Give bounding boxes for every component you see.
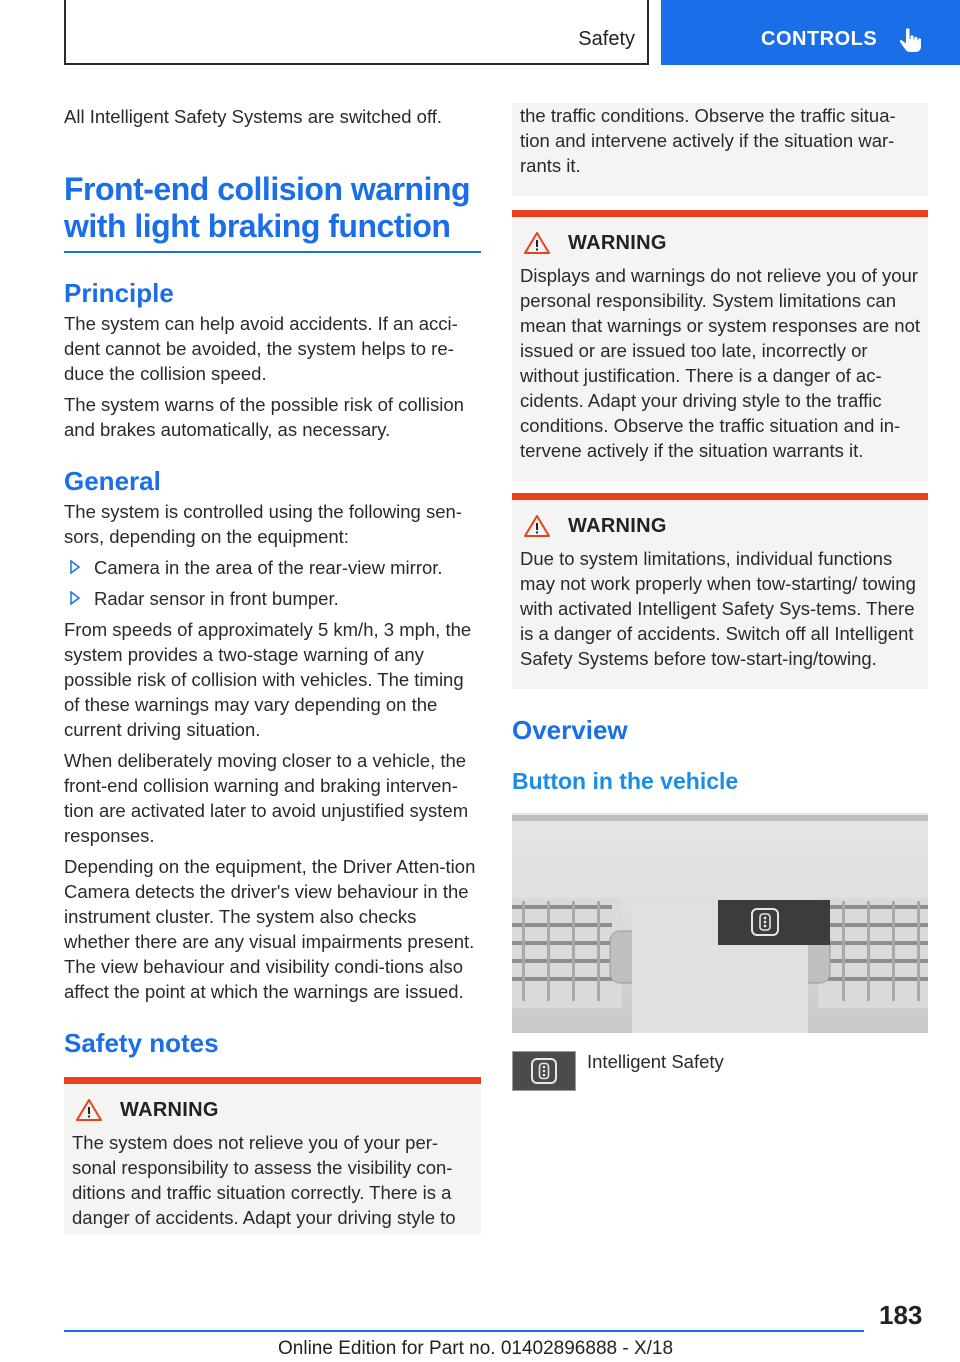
overview-heading: Overview (512, 715, 628, 745)
intelligent-safety-button-icon (512, 1051, 576, 1091)
warning-bar (64, 1077, 481, 1084)
header-chapter-tab[interactable] (661, 0, 960, 65)
safety-notes-heading: Safety notes (64, 1028, 219, 1058)
header-section-box (64, 0, 649, 65)
left-column (64, 100, 481, 1234)
bullet-text: Camera in the area of the rear-view mirror. (94, 557, 443, 578)
hand-pointer-icon (897, 27, 923, 53)
general-paragraph-3: When deliberately moving closer to a vehicle, the front-end collision warning and braking interven-tion are activated later to avoid unjustified system responses. (64, 750, 469, 846)
warning-triangle-icon (523, 231, 551, 255)
dashboard-illustration (512, 813, 928, 1033)
legend-label: Intelligent Safety (587, 1051, 724, 1072)
header-chapter-label: CONTROLS (761, 28, 878, 50)
warning-bar (512, 493, 928, 500)
principle-heading: Principle (64, 278, 174, 308)
warning-title: WARNING (120, 1098, 219, 1121)
right-column (512, 103, 928, 1091)
bullet-text: Radar sensor in front bumper. (94, 588, 339, 609)
list-item (64, 586, 481, 611)
warning-box (512, 500, 928, 689)
header-section-label: Safety (578, 28, 635, 50)
warning-triangle-icon (523, 514, 551, 538)
warning-note-2 (512, 210, 928, 481)
general-paragraph-2: From speeds of approximately 5 km/h, 3 mph, the system provides a two-stage warning of any possible risk of collision with vehicles. The timing of these warnings may vary depending on the current driving situation. (64, 619, 472, 740)
bullet-triangle-icon (70, 560, 80, 574)
warning-continuation (512, 103, 928, 196)
page-title-line-2: with light braking function (64, 208, 451, 244)
title-underline (64, 251, 481, 253)
general-paragraph-1: The system is controlled using the following sen-sors, depending on the equipment: (64, 501, 462, 547)
general-heading: General (64, 466, 161, 496)
footer-edition: Online Edition for Part no. 01402896888 - X/18 (278, 1338, 674, 1359)
warning-text: Due to system limitations, individual functions may not work properly when tow-starting/ towing with activated Intelligent Safety Sys-tems. There is a danger of accidents. Switch off all Intelligent Safety Systems before tow-start-ing/towing. (520, 548, 916, 669)
warning-box (64, 1084, 481, 1234)
principle-paragraph-2: The system warns of the possible risk of collision and brakes automatically, as necessary. (64, 394, 464, 440)
sensor-list (64, 555, 481, 611)
dashboard-button-photo (512, 813, 928, 1033)
warning-text: The system does not relieve you of your per-sonal responsibility to assess the visibility con-ditions and traffic situation correctly. There is a danger of accidents. Adapt your driving style to (72, 1132, 456, 1228)
warning-box (512, 217, 928, 481)
page-number: 183 (879, 1300, 923, 1330)
warning-title: WARNING (568, 231, 667, 254)
page-title-line-1: Front-end collision warning (64, 171, 471, 207)
general-paragraph-4: Depending on the equipment, the Driver Atten-tion Camera detects the driver's view behaviour in the instrument cluster. The system also checks whether there are any visual impairments present. The view behaviour and visibility condi-tions also affect the point at which the warnings are issued. (64, 856, 476, 1002)
warning-text: Displays and warnings do not relieve you of your personal responsibility. System limitations can mean that warnings or system responses are not issued or are issued too late, incorrectly or without justification. There is a danger of ac-cidents. Adapt your driving style to the traffic conditions. Observe the traffic situation and in-tervene actively if the situation warrants it. (520, 265, 920, 461)
button-legend (512, 1051, 928, 1091)
intro-text: All Intelligent Safety Systems are switched off. (64, 106, 443, 127)
footer-rule (64, 1330, 864, 1332)
warning-note-3 (512, 493, 928, 689)
list-item (64, 555, 481, 580)
continuation-text: the traffic conditions. Observe the traffic situa-tion and intervene actively if the situation war-rants it. (520, 105, 896, 176)
warning-note-1 (64, 1077, 481, 1234)
bullet-triangle-icon (70, 591, 80, 605)
warning-title: WARNING (568, 514, 667, 537)
warning-bar (512, 210, 928, 217)
button-in-vehicle-heading: Button in the vehicle (512, 768, 739, 794)
principle-paragraph-1: The system can help avoid accidents. If an acci-dent cannot be avoided, the system helps to re-duce the collision speed. (64, 313, 458, 384)
warning-triangle-icon (75, 1098, 103, 1122)
